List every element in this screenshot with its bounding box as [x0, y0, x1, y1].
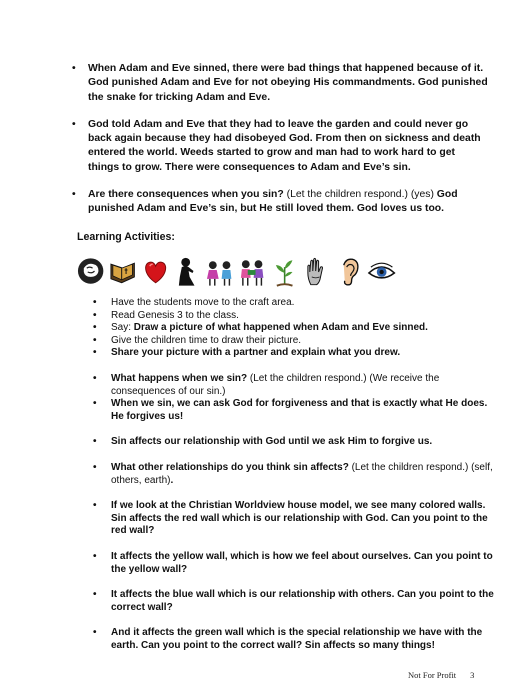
bullet-marker: •	[93, 334, 97, 346]
intro-bullet-1: • When Adam and Eve sinned, there were bad things that happened because of it. God punished Adam and Eve for not obeying His commandments. God punished the snake for tricking Adam and Eve.	[72, 63, 488, 103]
question-item-5: • If we look at the Christian Worldview house model, we see many colored walls. Sin affects the red wall which is our relationship with God. Can you point to the red wall?	[93, 500, 488, 537]
bullet-marker: •	[93, 297, 97, 308]
bullet-marker: •	[93, 436, 97, 448]
activity-item-1: • Have the students move to the craft area.	[93, 297, 295, 308]
bullet-marker: •	[93, 589, 97, 601]
bullet-marker: •	[93, 347, 97, 359]
bullet-marker: •	[93, 372, 97, 384]
children-reading-icon	[237, 255, 266, 289]
activity-item-3: • Say: Draw a picture of what happened when Adam and Eve sinned.	[93, 322, 428, 334]
children-talking-icon	[205, 255, 234, 289]
activity-item-5: • Share your picture with a partner and explain what you drew.	[93, 347, 401, 359]
question-item-3: • Sin affects our relationship with God until we ask Him to forgive us.	[93, 436, 433, 448]
hand-icon	[302, 255, 331, 289]
bullet-marker: •	[93, 322, 97, 334]
intro-bullet-2: • God told Adam and Eve that they had to leave the garden and could never go back again because they had disobeyed God. From then on sickness and death entered the world. Weeds started to grow and man had to work hard to get things to grow. There were consequences to Adam and Eve’s sin.	[72, 118, 481, 173]
praying-person-icon	[173, 255, 202, 289]
activity-item-2: • Read Genesis 3 to the class.	[93, 309, 239, 321]
bullet-marker: •	[93, 627, 97, 639]
bible-book-icon	[108, 255, 137, 289]
plant-sprout-icon	[270, 255, 299, 289]
eye-icon	[367, 255, 396, 289]
question-item-2: • When we sin, we can ask God for forgiveness and that is exactly what He does. He forgives us!	[93, 398, 488, 422]
bullet-marker: •	[72, 63, 76, 74]
heart-icon	[141, 255, 170, 289]
activity-item-4: • Give the children time to draw their picture.	[93, 334, 302, 346]
intro-bullet-3: • Are there consequences when you sin? (Let the children respond.) (yes) God punished Adam and Eve’s sin, but He still loved them. God loves us too.	[72, 189, 458, 215]
head-brain-icon	[76, 255, 105, 289]
page-number: 3	[470, 670, 475, 680]
activity-icons-row	[76, 252, 396, 292]
page-footer	[408, 670, 474, 680]
bullet-marker: •	[93, 461, 97, 473]
bullet-marker: •	[72, 189, 76, 201]
question-item-7: • It affects the blue wall which is our relationship with others. Can you point to the correct wall?	[93, 589, 494, 613]
learning-activities-heading: Learning Activities:	[77, 231, 175, 243]
bullet-marker: •	[93, 398, 97, 410]
intro-bullet-list	[72, 62, 488, 230]
bullet-marker: •	[72, 118, 76, 130]
question-item-4: • What other relationships do you think sin affects? (Let the children respond.) (self, others, earth).	[93, 461, 493, 486]
footer-text: Not For Profit	[408, 670, 457, 680]
question-item-6: • It affects the yellow wall, which is how we feel about ourselves. Can you point to the yellow wall?	[93, 550, 493, 575]
bullet-marker: •	[93, 309, 97, 321]
question-item-1: • What happens when we sin? (Let the children respond.) (We receive the consequences of our sin.)	[93, 372, 440, 397]
question-item-8: • And it affects the green wall which is the special relationship we have with the earth. Can you point to the correct wall? Sin affects so many things!	[93, 627, 483, 651]
bullet-marker: •	[93, 500, 97, 512]
ear-icon	[334, 255, 363, 289]
activity-bullet-list	[93, 297, 495, 652]
bullet-marker: •	[93, 550, 97, 562]
